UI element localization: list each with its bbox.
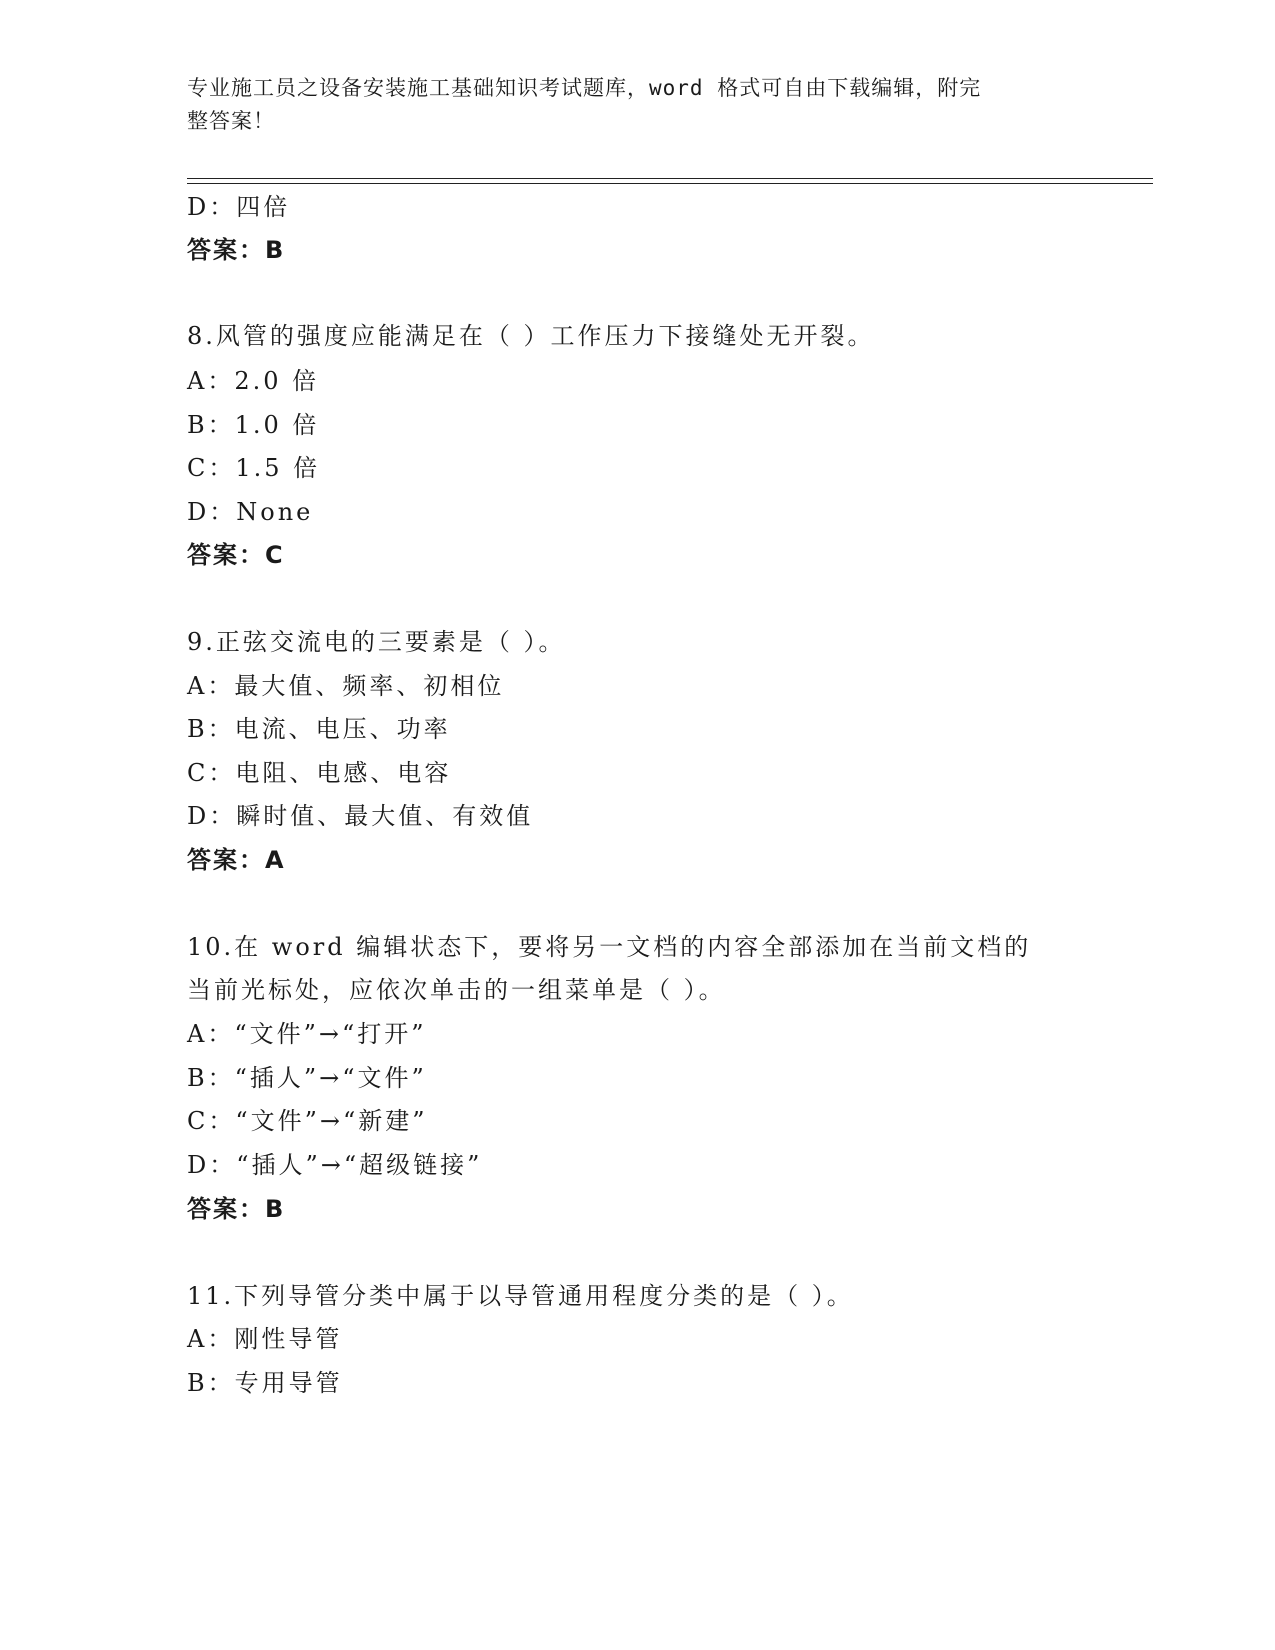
q9-option-a: A：最大值、频率、初相位 — [187, 672, 505, 700]
prev-option-d: D：四倍 — [187, 193, 291, 221]
q11-stem: 11.下列导管分类中属于以导管通用程度分类的是（ ）。 — [187, 1282, 854, 1310]
q10-stem-line-2: 当前光标处，应依次单击的一组菜单是（ ）。 — [187, 976, 726, 1004]
q9-option-b: B：电流、电压、功率 — [187, 715, 451, 743]
q8-option-a: A：2.0 倍 — [187, 367, 320, 395]
q10-option-c: C：“文件”→“新建” — [187, 1107, 428, 1135]
q10-option-d: D：“插人”→“超级链接” — [187, 1151, 483, 1179]
header-divider-bottom — [187, 183, 1153, 184]
q11-option-a: A：刚性导管 — [187, 1325, 343, 1353]
q11-option-b: B：专用导管 — [187, 1369, 343, 1397]
header-divider-top — [187, 178, 1153, 179]
q10-option-a: A：“文件”→“打开” — [187, 1020, 427, 1048]
q10-stem-line-1: 10.在 word 编辑状态下，要将另一文档的内容全部添加在当前文档的 — [187, 933, 1032, 961]
q8-option-d: D：None — [187, 498, 314, 526]
q9-stem: 9.正弦交流电的三要素是（ ）。 — [187, 628, 566, 656]
header-line-1: 专业施工员之设备安装施工基础知识考试题库，word 格式可自由下载编辑，附完 — [187, 76, 982, 100]
q8-stem: 8.风管的强度应能满足在（ ）工作压力下接缝处无开裂。 — [187, 322, 875, 350]
q9-option-d: D：瞬时值、最大值、有效值 — [187, 802, 534, 830]
q10-answer: 答案：B — [187, 1195, 286, 1223]
q9-answer: 答案：A — [187, 846, 286, 874]
q9-option-c: C：电阻、电感、电容 — [187, 759, 452, 787]
q8-answer: 答案：C — [187, 541, 285, 569]
document-header — [187, 72, 1067, 138]
header-line-2: 整答案！ — [187, 109, 275, 133]
q10-option-b: B：“插人”→“文件” — [187, 1064, 427, 1092]
q8-option-b: B：1.0 倍 — [187, 411, 320, 439]
q8-option-c: C：1.5 倍 — [187, 454, 321, 482]
prev-answer: 答案：B — [187, 236, 286, 264]
